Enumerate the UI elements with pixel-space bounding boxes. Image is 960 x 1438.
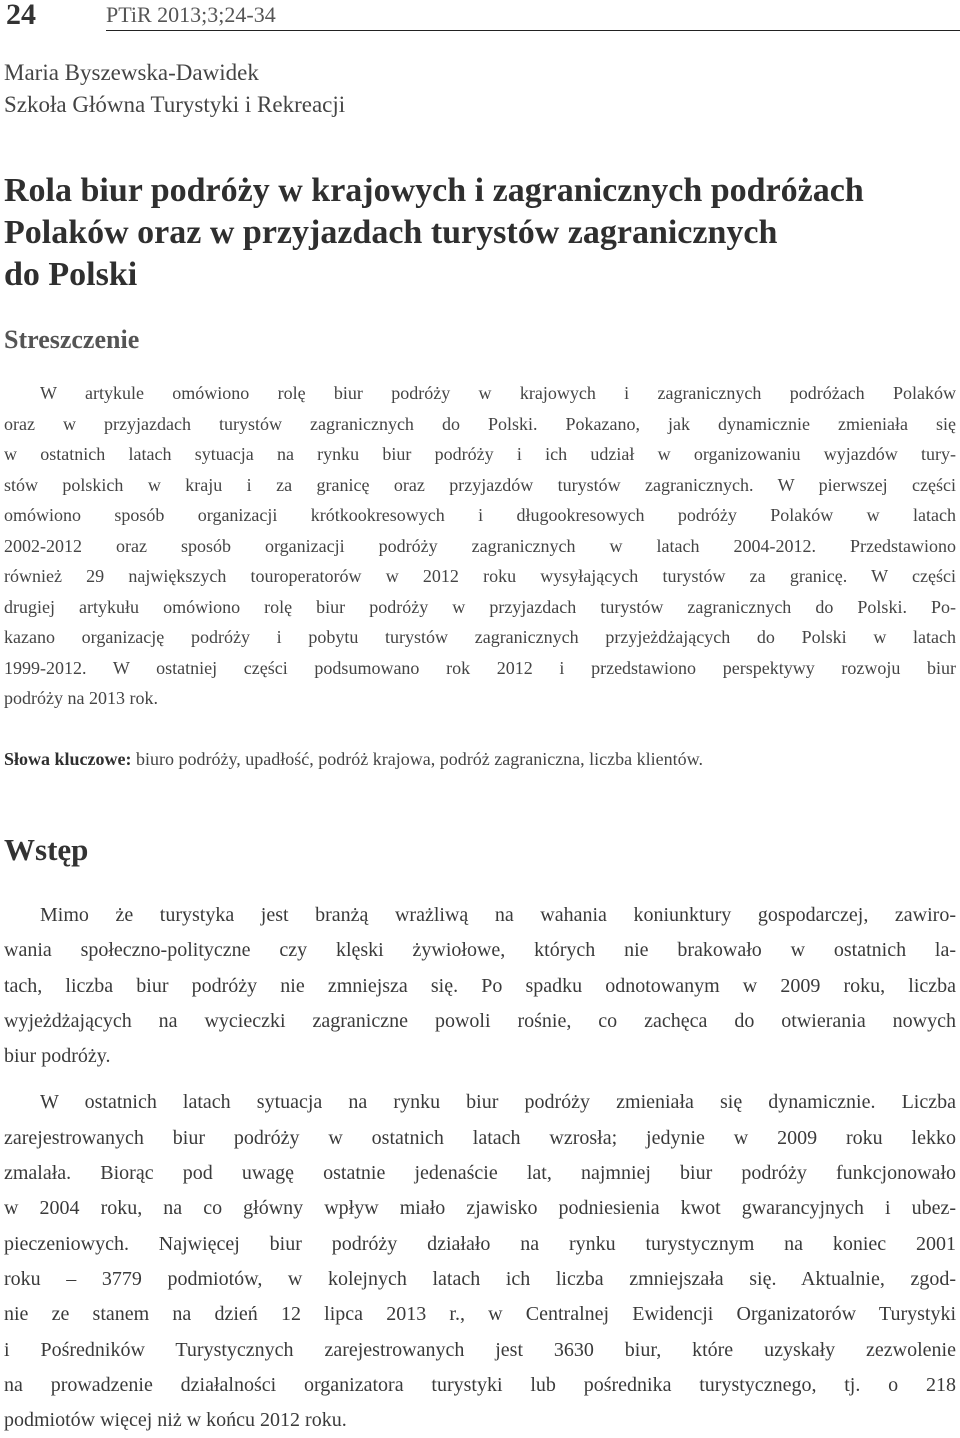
body-line: zmalała. Biorąc pod uwagę ostatnie jedenaście lat, najmniej biur podróży funkcjonowało xyxy=(4,1162,956,1185)
paper-title xyxy=(4,170,944,296)
keywords-label: Słowa kluczowe: xyxy=(4,749,132,769)
running-header xyxy=(4,0,956,36)
body-line: na prowadzenie działalności organizatora turystyki lub pośrednika turystycznego, tj. o 218 xyxy=(4,1373,956,1396)
section-body xyxy=(4,898,956,1438)
body-line: W ostatnich latach sytuacja na rynku biur podróży zmieniała się dynamicznie. Liczba xyxy=(40,1091,956,1114)
body-line: i Pośredników Turystycznych zarejestrowanych jest 3630 biur, które uzyskały zezwolenie xyxy=(4,1338,956,1361)
body-line: pieczeniowych. Najwięcej biur podróży działało na rynku turystycznym na koniec 2001 xyxy=(4,1232,956,1255)
keywords-text: biuro podróży, upadłość, podróż krajowa, podróż zagraniczna, liczba klientów. xyxy=(131,749,703,769)
abstract-line: kazano organizację podróży i pobytu turystów zagranicznych przyjeżdżających do Polski w latach xyxy=(4,627,956,647)
abstract-body xyxy=(4,378,956,714)
abstract-line: stów polskich w kraju i za granicę oraz przyjazdów turystów zagranicznych. W pierwszej części xyxy=(4,474,956,495)
journal-reference: PTiR 2013;3;24-34 xyxy=(106,2,276,27)
body-line: Mimo że turystyka jest branżą wrażliwą na wahania koniunktury gospodarczej, zawiro- xyxy=(40,904,956,926)
body-line: zarejestrowanych biur podróży w ostatnich latach wzrosła; jedynie w 2009 roku lekko xyxy=(4,1126,956,1149)
abstract-line: oraz w przyjazdach turystów zagranicznych do Polski. Pokazano, jak dynamicznie zmieniała się xyxy=(4,413,956,434)
abstract-line: omówiono sposób organizacji krótkookresowych i długookresowych podróży Polaków w latach xyxy=(4,505,956,525)
section-heading: Wstęp xyxy=(4,832,89,867)
page-number: 24 xyxy=(6,0,36,31)
abstract-heading: Streszczenie xyxy=(4,325,140,354)
body-line: wania społeczno-polityczne czy klęski żywiołowe, których nie brakowało w ostatnich la- xyxy=(4,939,956,962)
title-line: do Polski xyxy=(4,256,138,293)
body-line: nie ze stanem na dzień 12 lipca 2013 r., w Centralnej Ewidencji Organizatorów Turystyki xyxy=(4,1303,956,1326)
body-line: w 2004 roku, na co główny wpływ miało zjawisko podniesienia kwot gwarancyjnych i ubez- xyxy=(4,1197,956,1220)
body-line: wyjeżdżających na wycieczki zagraniczne powoli rośnie, co zachęca do otwierania nowych xyxy=(4,1009,956,1032)
body-line: biur podróży. xyxy=(4,1045,111,1068)
keywords xyxy=(4,744,956,774)
abstract-line: drugiej artykułu omówiono rolę biur podróży w przyjazdach turystów zagranicznych do Polski. Po- xyxy=(4,596,956,617)
header-rule xyxy=(106,30,960,31)
body-line: tach, liczba biur podróży nie zmniejsza się. Po spadku odnotowanym w 2009 roku, liczba xyxy=(4,974,956,997)
abstract-line: również 29 największych touroperatorów w 2012 roku wysyłających turystów za granicę. W części xyxy=(4,566,956,586)
abstract-line: 2002-2012 oraz sposób organizacji podróży zagranicznych w latach 2004-2012. Przedstawiono xyxy=(4,535,956,556)
abstract-line: 1999-2012. W ostatniej części podsumowano rok 2012 i przedstawiono perspektywy rozwoju biur xyxy=(4,657,956,678)
abstract-line: w ostatnich latach sytuacja na rynku biur podróży i ich udział w organizowaniu wyjazdów tury- xyxy=(4,444,956,464)
author-affiliation: Szkoła Główna Turystyki i Rekreacji xyxy=(4,92,346,117)
body-line: podmiotów więcej niż w końcu 2012 roku. xyxy=(4,1409,347,1432)
author-name: Maria Byszewska-Dawidek xyxy=(4,60,259,85)
title-line: Polaków oraz w przyjazdach turystów zagranicznych xyxy=(4,214,778,251)
title-line: Rola biur podróży w krajowych i zagranicznych podróżach xyxy=(4,172,864,209)
abstract-line: W artykule omówiono rolę biur podróży w krajowych i zagranicznych podróżach Polaków xyxy=(40,383,956,403)
abstract-line: podróży na 2013 rok. xyxy=(4,688,158,708)
body-line: roku – 3779 podmiotów, w kolejnych latach ich liczba zmniejszała się. Aktualnie, zgod- xyxy=(4,1267,956,1290)
